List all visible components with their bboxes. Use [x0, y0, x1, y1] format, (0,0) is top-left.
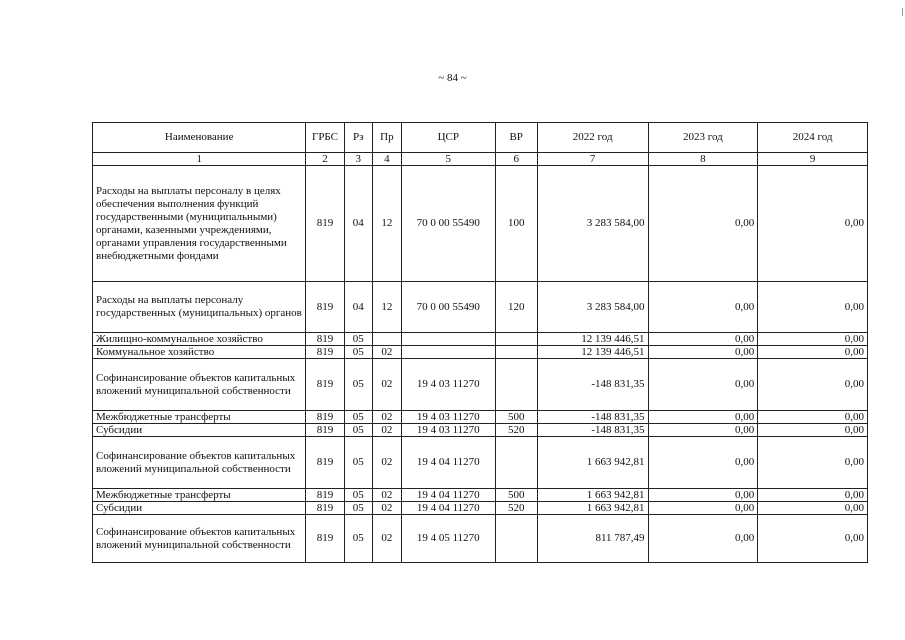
column-number: 6: [495, 153, 537, 166]
row-name: Межбюджетные трансферты: [93, 411, 306, 424]
row-2023: 0,00: [648, 166, 758, 282]
table-row: [93, 437, 868, 489]
header-rz: Рз: [344, 123, 372, 153]
row-rz: 05: [344, 411, 372, 424]
table-row: [93, 515, 868, 563]
row-name: Софинансирование объектов капитальных вложений муниципальной собственности: [93, 359, 306, 411]
row-csr: 70 0 00 55490: [401, 282, 495, 333]
row-csr: 19 4 04 11270: [401, 489, 495, 502]
column-number: 2: [306, 153, 344, 166]
row-rz: 05: [344, 359, 372, 411]
row-pr: 12: [372, 282, 401, 333]
row-vr: [495, 437, 537, 489]
row-2024: 0,00: [758, 282, 868, 333]
header-grbs: ГРБС: [306, 123, 344, 153]
page-number: ~ 84 ~: [438, 72, 467, 84]
scan-edge-mark: [902, 8, 903, 16]
row-2023: 0,00: [648, 515, 758, 563]
table-row: [93, 346, 868, 359]
row-vr: [495, 359, 537, 411]
column-number: 3: [344, 153, 372, 166]
row-name: Расходы на выплаты персоналу в целях обеспечения выполнения функций государственными (муниципальными) органами, казенными учреждениями, органами управления государственными внебюджетными фондами: [93, 166, 306, 282]
row-2023: 0,00: [648, 359, 758, 411]
row-vr: 500: [495, 489, 537, 502]
row-pr: [372, 333, 401, 346]
row-2022: 811 787,49: [537, 515, 648, 563]
row-2022: 1 663 942,81: [537, 489, 648, 502]
row-csr: 19 4 04 11270: [401, 437, 495, 489]
row-2023: 0,00: [648, 424, 758, 437]
row-rz: 05: [344, 333, 372, 346]
row-csr: 19 4 03 11270: [401, 411, 495, 424]
row-2024: 0,00: [758, 489, 868, 502]
row-pr: 02: [372, 346, 401, 359]
table-row: [93, 359, 868, 411]
header-row: [93, 123, 868, 153]
row-csr: 19 4 03 11270: [401, 359, 495, 411]
row-2024: 0,00: [758, 502, 868, 515]
row-vr: 520: [495, 502, 537, 515]
row-2024: 0,00: [758, 166, 868, 282]
row-grbs: 819: [306, 346, 344, 359]
row-name: Жилищно-коммунальное хозяйство: [93, 333, 306, 346]
row-2023: 0,00: [648, 346, 758, 359]
row-2022: -148 831,35: [537, 359, 648, 411]
row-2023: 0,00: [648, 282, 758, 333]
row-pr: 02: [372, 515, 401, 563]
row-grbs: 819: [306, 502, 344, 515]
column-number: 1: [93, 153, 306, 166]
table-row: [93, 424, 868, 437]
row-2023: 0,00: [648, 437, 758, 489]
row-rz: 05: [344, 489, 372, 502]
row-rz: 05: [344, 515, 372, 563]
header-csr: ЦСР: [401, 123, 495, 153]
row-name: Субсидии: [93, 502, 306, 515]
row-grbs: 819: [306, 333, 344, 346]
column-number: 5: [401, 153, 495, 166]
header-2024: 2024 год: [758, 123, 868, 153]
column-number: 9: [758, 153, 868, 166]
row-2024: 0,00: [758, 424, 868, 437]
column-number: 4: [372, 153, 401, 166]
row-csr: 19 4 05 11270: [401, 515, 495, 563]
row-grbs: 819: [306, 515, 344, 563]
header-2023: 2023 год: [648, 123, 758, 153]
table-row: [93, 489, 868, 502]
row-rz: 05: [344, 346, 372, 359]
row-2022: -148 831,35: [537, 424, 648, 437]
row-grbs: 819: [306, 166, 344, 282]
row-grbs: 819: [306, 489, 344, 502]
row-vr: 520: [495, 424, 537, 437]
row-name: Субсидии: [93, 424, 306, 437]
row-2022: -148 831,35: [537, 411, 648, 424]
row-csr: 70 0 00 55490: [401, 166, 495, 282]
row-2023: 0,00: [648, 411, 758, 424]
row-2022: 12 139 446,51: [537, 346, 648, 359]
row-csr: [401, 346, 495, 359]
row-pr: 02: [372, 411, 401, 424]
column-number: 8: [648, 153, 758, 166]
header-pr: Пр: [372, 123, 401, 153]
row-2022: 1 663 942,81: [537, 502, 648, 515]
row-vr: 100: [495, 166, 537, 282]
header-name: Наименование: [93, 123, 306, 153]
row-name: Расходы на выплаты персоналу государственных (муниципальных) органов: [93, 282, 306, 333]
table-row: [93, 166, 868, 282]
row-2022: 3 283 584,00: [537, 282, 648, 333]
row-csr: [401, 333, 495, 346]
row-2023: 0,00: [648, 489, 758, 502]
row-2024: 0,00: [758, 359, 868, 411]
row-grbs: 819: [306, 359, 344, 411]
row-name: Софинансирование объектов капитальных вложений муниципальной собственности: [93, 437, 306, 489]
row-2024: 0,00: [758, 346, 868, 359]
row-2022: 3 283 584,00: [537, 166, 648, 282]
row-vr: 120: [495, 282, 537, 333]
row-2024: 0,00: [758, 515, 868, 563]
row-rz: 04: [344, 166, 372, 282]
row-pr: 02: [372, 502, 401, 515]
row-name: Коммунальное хозяйство: [93, 346, 306, 359]
budget-table: [92, 122, 868, 563]
row-2024: 0,00: [758, 333, 868, 346]
row-grbs: 819: [306, 282, 344, 333]
row-pr: 02: [372, 489, 401, 502]
row-2024: 0,00: [758, 437, 868, 489]
row-vr: 500: [495, 411, 537, 424]
header-vr: ВР: [495, 123, 537, 153]
row-csr: 19 4 04 11270: [401, 502, 495, 515]
row-rz: 04: [344, 282, 372, 333]
row-grbs: 819: [306, 437, 344, 489]
row-name: Межбюджетные трансферты: [93, 489, 306, 502]
row-csr: 19 4 03 11270: [401, 424, 495, 437]
row-rz: 05: [344, 437, 372, 489]
table-row: [93, 411, 868, 424]
column-number: 7: [537, 153, 648, 166]
row-vr: [495, 333, 537, 346]
row-pr: 02: [372, 424, 401, 437]
column-number-row: [93, 153, 868, 166]
row-name: Софинансирование объектов капитальных вложений муниципальной собственности: [93, 515, 306, 563]
row-rz: 05: [344, 424, 372, 437]
row-2024: 0,00: [758, 411, 868, 424]
row-pr: 12: [372, 166, 401, 282]
row-pr: 02: [372, 437, 401, 489]
table-row: [93, 502, 868, 515]
table-row: [93, 333, 868, 346]
row-grbs: 819: [306, 411, 344, 424]
row-2022: 1 663 942,81: [537, 437, 648, 489]
header-2022: 2022 год: [537, 123, 648, 153]
row-rz: 05: [344, 502, 372, 515]
table-row: [93, 282, 868, 333]
row-vr: [495, 515, 537, 563]
row-grbs: 819: [306, 424, 344, 437]
row-vr: [495, 346, 537, 359]
row-2023: 0,00: [648, 502, 758, 515]
row-2022: 12 139 446,51: [537, 333, 648, 346]
row-2023: 0,00: [648, 333, 758, 346]
row-pr: 02: [372, 359, 401, 411]
